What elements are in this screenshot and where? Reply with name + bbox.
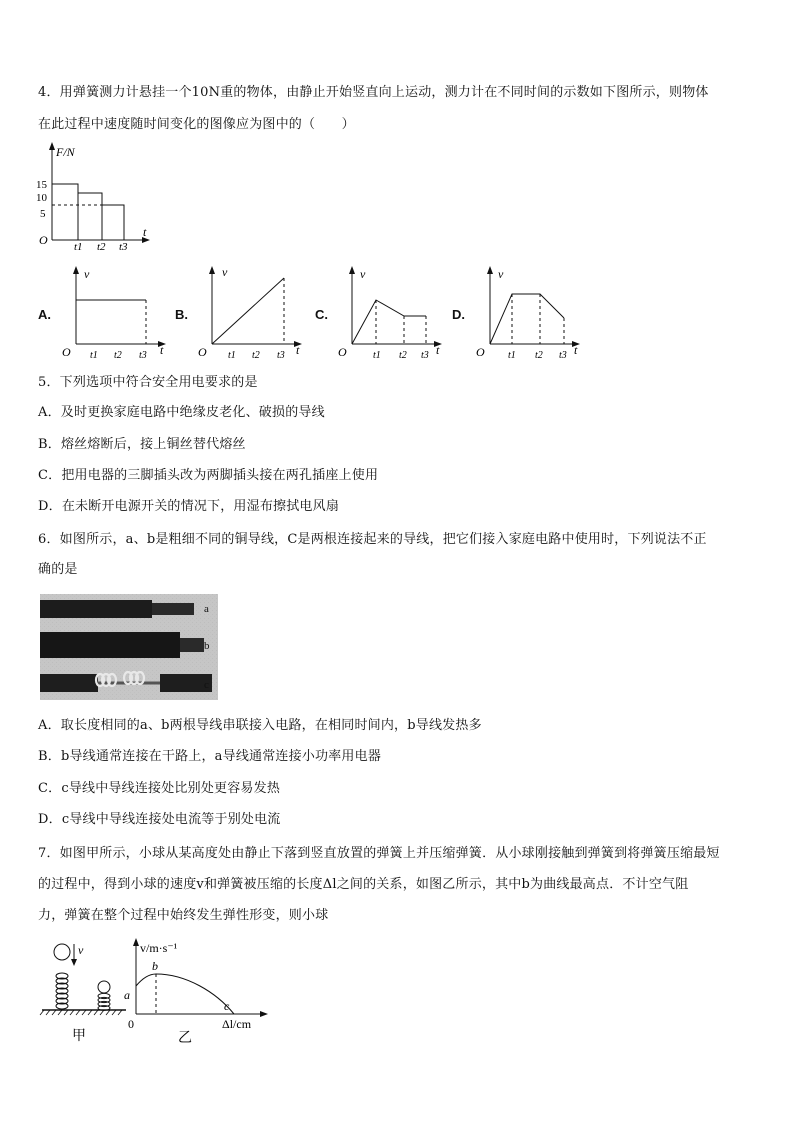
spring-left-icon — [56, 973, 68, 1009]
force-graph-xlabel: t — [143, 225, 147, 239]
option-a-xlabel: t — [160, 343, 164, 357]
q5-option-c[interactable]: C．把用电器的三脚插头改为两脚插头接在两孔插座上使用 — [38, 468, 379, 483]
force-segment-1 — [52, 184, 78, 240]
option-c-xlabel: t — [436, 343, 440, 357]
q4-option-a-label[interactable]: A. — [38, 307, 51, 322]
option-d-tick-t3: t3 — [559, 350, 567, 360]
q7-figure-yi — [116, 934, 286, 1046]
q4-option-a-graph[interactable] — [60, 264, 172, 360]
q5-option-b[interactable]: B．熔丝熔断后，接上铜丝替代熔丝 — [38, 437, 246, 452]
q7-stem-line1: 7．如图甲所示，小球从某高度处由静止下落到竖直放置的弹簧上并压缩弹簧．从小球刚接触到弹簧到将弹簧压缩最短 — [38, 846, 720, 861]
force-tick-t3: t3 — [119, 241, 128, 252]
yi-point-c: c — [224, 999, 230, 1013]
q6-stem-line2: 确的是 — [38, 562, 78, 577]
option-c-tick-t3: t3 — [421, 350, 429, 360]
q4-option-d-label[interactable]: D. — [452, 307, 465, 322]
wire-b-insulation — [40, 632, 180, 658]
option-a-tick-t2: t2 — [114, 350, 122, 360]
option-d-velocity-line — [490, 294, 564, 344]
force-segment-3 — [102, 205, 124, 240]
q7-stem-line2: 的过程中，得到小球的速度v和弹簧被压缩的长度Δl之间的关系，如图乙所示，其中b为曲线最高点．不计空气阻 — [38, 877, 689, 892]
force-graph-origin: O — [39, 233, 48, 247]
yi-velocity-curve — [136, 974, 234, 1014]
q4-option-c-label[interactable]: C. — [315, 307, 328, 322]
option-d-ylabel: v — [498, 267, 504, 281]
q4-stem-line2: 在此过程中速度随时间变化的图像应为图中的（ ） — [38, 117, 355, 132]
option-b-tick-t3: t3 — [277, 350, 285, 360]
q6-wire-photo — [40, 594, 218, 700]
option-c-origin: O — [338, 345, 347, 359]
yi-point-b: b — [152, 959, 158, 973]
force-graph-y-arrow — [49, 142, 55, 150]
q5-stem: 5．下列选项中符合安全用电要求的是 — [38, 375, 258, 390]
option-b-xlabel: t — [296, 343, 300, 357]
yi-ylabel: v/m·s⁻¹ — [140, 941, 178, 955]
force-graph-ylabel: F/N — [56, 145, 75, 159]
wire-label-b: b — [204, 640, 210, 652]
figure-yi-caption: 乙 — [178, 1031, 192, 1046]
spring-right-icon — [98, 993, 110, 1010]
q5-option-a[interactable]: A．及时更换家庭电路中绝缘皮老化、破损的导线 — [38, 405, 325, 420]
option-a-tick-t3: t3 — [139, 350, 147, 360]
q4-option-b-graph[interactable] — [196, 264, 308, 360]
option-a-tick-t1: t1 — [90, 350, 98, 360]
option-b-ylabel: v — [222, 265, 228, 279]
q7-stem-line3: 力，弹簧在整个过程中始终发生弹性形变，则小球 — [38, 908, 329, 923]
option-c-tick-t1: t1 — [373, 350, 381, 360]
option-d-tick-t1: t1 — [508, 350, 516, 360]
option-c-ylabel: v — [360, 267, 366, 281]
jia-velocity-label: v — [78, 943, 84, 957]
option-d-tick-t2: t2 — [535, 350, 543, 360]
force-tick-t1: t1 — [74, 241, 83, 252]
q6-stem-line1: 6．如图所示，a、b是粗细不同的铜导线，C是两根连接起来的导线，把它们接入家庭电路中使用时，下列说法不正 — [38, 532, 707, 547]
yi-point-a: a — [124, 988, 130, 1002]
option-a-origin: O — [62, 345, 71, 359]
option-d-origin: O — [476, 345, 485, 359]
option-b-velocity-line — [212, 278, 284, 344]
q4-force-graph — [36, 140, 162, 252]
q4-option-b-label[interactable]: B. — [175, 307, 188, 322]
option-b-tick-t2: t2 — [252, 350, 260, 360]
yi-origin: 0 — [128, 1017, 134, 1031]
q4-option-d-graph[interactable] — [474, 264, 586, 360]
wire-label-a: a — [204, 603, 209, 615]
q6-option-b[interactable]: B．b导线通常连接在干路上，a导线通常连接小功率用电器 — [38, 749, 382, 764]
q5-option-d[interactable]: D．在未断开电源开关的情况下，用湿布擦拭电风扇 — [38, 499, 340, 514]
wire-label-c: c — [204, 679, 209, 691]
force-tick-5: 5 — [40, 208, 46, 220]
q6-option-d[interactable]: D．c导线中导线连接处电流等于别处电流 — [38, 812, 281, 827]
force-tick-15: 15 — [36, 179, 47, 191]
option-a-ylabel: v — [84, 267, 90, 281]
wire-a-insulation — [40, 600, 152, 618]
force-tick-t2: t2 — [97, 241, 106, 252]
wire-c-left — [40, 674, 98, 692]
option-b-origin: O — [198, 345, 207, 359]
force-tick-10: 10 — [36, 192, 47, 204]
figure-jia-caption: 甲 — [72, 1029, 86, 1044]
compressed-ball-icon — [98, 981, 110, 993]
falling-ball-icon — [54, 944, 70, 960]
yi-xlabel: Δl/cm — [222, 1017, 252, 1031]
option-b-tick-t1: t1 — [228, 350, 236, 360]
option-d-xlabel: t — [574, 343, 578, 357]
q4-stem-line1: 4．用弹簧测力计悬挂一个10N重的物体，由静止开始竖直向上运动，测力计在不同时间的示数如下图所示，则物体 — [38, 85, 709, 100]
q6-option-c[interactable]: C．c导线中导线连接处比别处更容易发热 — [38, 781, 281, 796]
force-segment-2 — [78, 193, 102, 240]
option-c-velocity-line — [352, 300, 426, 344]
q6-option-a[interactable]: A．取长度相同的a、b两根导线串联接入电路，在相同时间内，b导线发热多 — [38, 718, 482, 733]
q4-option-c-graph[interactable] — [336, 264, 448, 360]
option-c-tick-t2: t2 — [399, 350, 407, 360]
